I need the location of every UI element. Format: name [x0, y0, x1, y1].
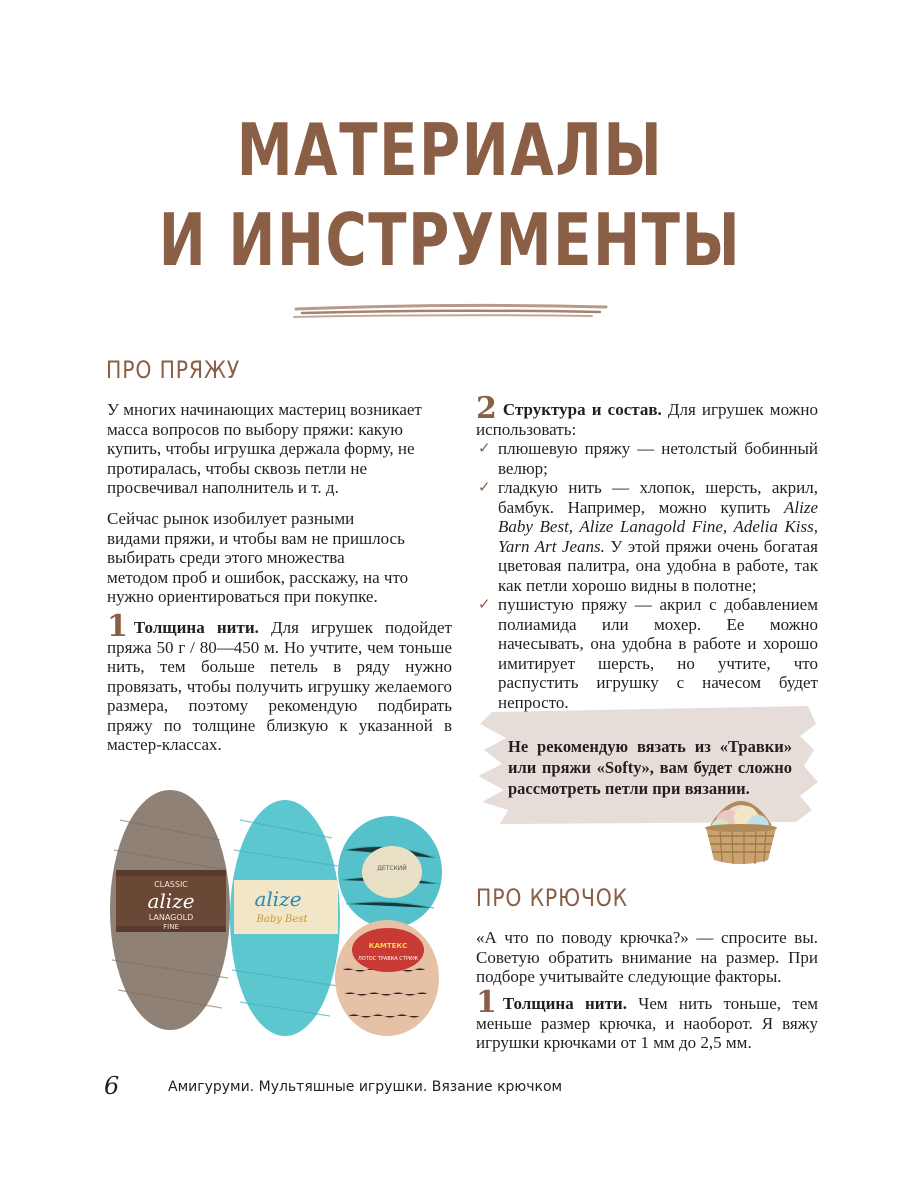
item-number: 2 [476, 391, 497, 426]
list-item-text-tail: У этой пряжи очень богатая цветовая палитра, она удобна в работе, так как петли хорошо видны в полотне; [498, 536, 818, 595]
skein-2-name: Baby Best [256, 914, 308, 925]
hook-intro-paragraph: «А что по поводу крючка?» — спросите вы. Советую обратить внимание на размер. При подборе учитывайте следующие факторы. [476, 928, 818, 986]
list-item [476, 439, 818, 478]
item-number: 1 [107, 609, 128, 644]
item-title: Толщина нити. [133, 618, 259, 637]
skein-1-brand: alize [147, 889, 195, 913]
hook-item-1 [476, 985, 819, 1053]
item-text: Для игрушек подойдет пряжа 50 г / 80—450 м. Но учтите, чем тоньше нить, тем больше петель в ряду нужно провязать, чтобы получить игрушку желаемого размера, поэтому рекомендую подбирать пряжу по толщине близкую к указанной в мастер-классах. [107, 618, 452, 754]
note-text: Не рекомендую вязать из «Травки» или пряжи «Softy», вам будет сложно рассмотреть петли при вязании. [508, 737, 792, 798]
yarn-intro-paragraph-1: У многих начинающих мастериц возникает масса вопросов по выбору пряжи: какую купить, чтобы игрушка держала форму, не протиралась, чтобы сквозь петли не просвечивал наполнитель и т. д. [107, 400, 422, 497]
item-number: 1 [476, 985, 497, 1020]
item-title: Структура и состав. [502, 400, 662, 419]
page-title-line-1: МАТЕРИАЛЫ [236, 108, 664, 192]
yarn-skeins-photo [100, 780, 445, 1045]
list-item-text: гладкую нить — хлопок, шерсть, акрил, бамбук. Например, можно купить [498, 478, 818, 517]
page-number: 6 [104, 1072, 120, 1100]
skein-4-brand: КАМТЕКС [368, 942, 408, 950]
running-footer-title: Амигуруми. Мультяшные игрушки. Вязание крючком [168, 1079, 563, 1095]
skein-1-name: LANAGOLD [148, 913, 194, 922]
checkmark-icon: ✓ [478, 478, 491, 496]
yarn-type-list [476, 439, 818, 712]
skein-3-label: ДЕТСКИЙ [377, 865, 407, 872]
yarn-item-1 [107, 609, 452, 755]
item-title: Толщина нити. [502, 994, 627, 1013]
page-title-line-2: И ИНСТРУМЕНТЫ [158, 198, 742, 282]
title-brush-underline [292, 300, 612, 324]
item-text: Для игрушек можно использовать: [476, 400, 818, 439]
skein-4-name: ЛОТОС ТРАВКА СТРИЖ [358, 956, 418, 962]
list-item [476, 478, 818, 595]
list-item-text: пушистую пряжу — акрил с добавлением полиамида или мохер. Ее можно начесывать, она удобна в работе и хорошо имитирует шерсть, но учтите, что распустить игрушку с начесом будет непросто. [498, 595, 818, 712]
yarn-item-2 [476, 391, 818, 712]
checkmark-icon: ✓ [478, 439, 491, 457]
yarn-basket-illustration [696, 786, 786, 870]
section-heading-yarn: ПРО ПРЯЖУ [106, 356, 241, 384]
skein-2-brand: alize [254, 887, 302, 911]
yarn-intro-paragraph-2: Сейчас рынок изобилует разными видами пряжи, и чтобы вам не пришлось выбирать среди этого множества методом проб и ошибок, расскажу, на что нужно ориентироваться при покупке. [107, 509, 409, 606]
checkmark-icon: ✓ [478, 595, 491, 613]
list-item [476, 595, 818, 712]
list-item-text: плюшевую пряжу — нетолстый бобинный велюр; [498, 439, 818, 478]
item-text: Чем нить тоньше, тем меньше размер крючка, и наоборот. Я вяжу игрушки крючками от 1 мм до 2,5 мм. [476, 994, 819, 1052]
skein-1-sub: FINE [163, 923, 179, 931]
section-heading-hook: ПРО КРЮЧОК [476, 884, 629, 912]
yarn-brands: Alize Baby Best, Alize Lanagold Fine, Adelia Kiss, Yarn Art Jeans. [498, 497, 818, 556]
skein-1-label-small: CLASSIC [154, 880, 188, 889]
